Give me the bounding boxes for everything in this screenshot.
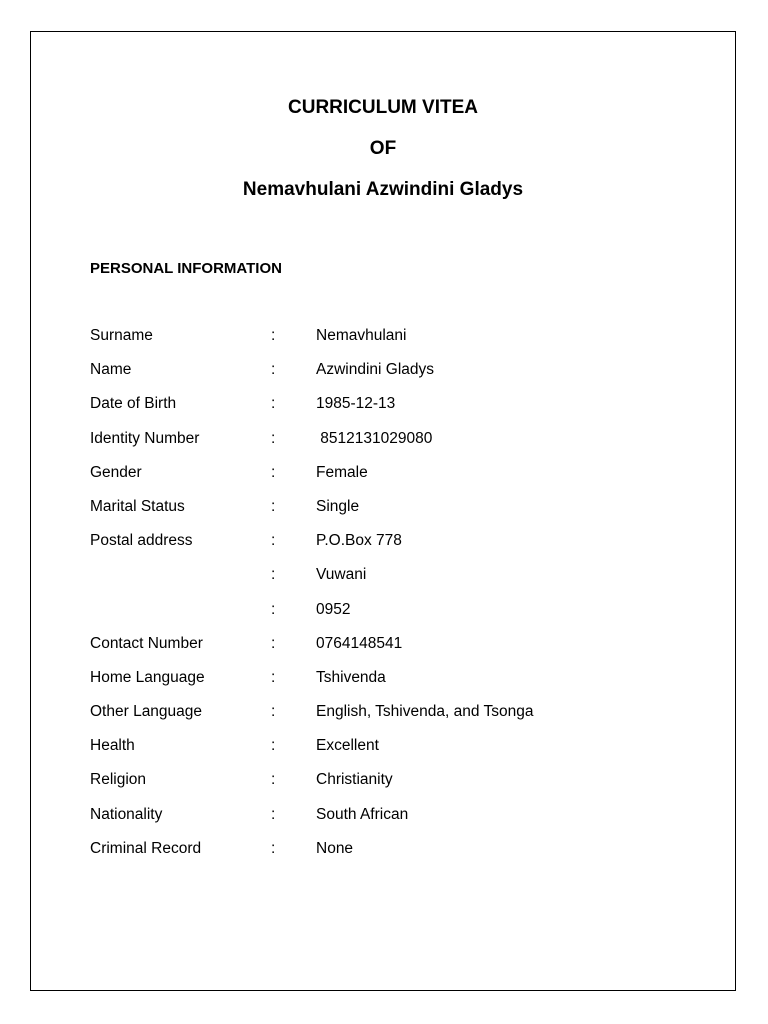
info-row-gender — [90, 463, 690, 497]
info-label: Marital Status — [90, 497, 185, 515]
info-value: Excellent — [316, 737, 379, 755]
info-separator: : — [271, 634, 276, 652]
info-row-surname — [90, 326, 690, 360]
info-label: Nationality — [90, 805, 163, 823]
info-row-marital-status — [90, 497, 690, 531]
info-separator: : — [271, 668, 276, 686]
info-value: Single — [316, 497, 360, 515]
info-value: 0764148541 — [316, 634, 403, 652]
info-value: None — [316, 839, 354, 857]
info-value: English, Tshivenda, and Tsonga — [316, 703, 534, 721]
info-separator: : — [271, 327, 276, 344]
info-value: 1985-12-13 — [316, 395, 396, 413]
info-separator: : — [271, 532, 276, 550]
info-value: P.O.Box 778 — [316, 532, 402, 550]
info-separator: : — [271, 600, 276, 618]
info-value: South African — [316, 805, 409, 823]
info-separator: : — [271, 361, 276, 379]
info-row-name — [90, 360, 690, 394]
info-value: Christianity — [316, 771, 393, 789]
info-separator: : — [271, 497, 276, 515]
info-row-contact-number — [90, 634, 690, 668]
info-row-postal-address-code — [90, 600, 690, 634]
info-row-criminal-record — [90, 839, 690, 873]
info-separator: : — [271, 429, 276, 447]
document-page — [30, 31, 736, 991]
info-value: Tshivenda — [316, 668, 386, 686]
info-label: Criminal Record — [90, 839, 202, 857]
document-title: CURRICULUM VITEA — [288, 97, 478, 118]
info-label: Gender — [90, 463, 142, 481]
info-separator: : — [271, 771, 276, 789]
info-row-postal-address — [90, 531, 690, 565]
info-separator: : — [271, 839, 276, 857]
info-label: Religion — [90, 771, 147, 789]
info-row-postal-address-town — [90, 565, 690, 599]
info-label: Name — [90, 361, 132, 379]
info-value: Female — [316, 463, 368, 481]
info-label: Home Language — [90, 668, 205, 686]
info-row-nationality — [90, 805, 690, 839]
info-value: Azwindini Gladys — [316, 361, 435, 379]
info-value: 0952 — [316, 600, 351, 618]
section-heading-personal-information: PERSONAL INFORMATION — [90, 260, 282, 277]
info-separator: : — [271, 566, 276, 584]
info-separator: : — [271, 463, 276, 481]
info-separator: : — [271, 395, 276, 413]
info-value: 8512131029080 — [316, 429, 433, 447]
info-label: Health — [90, 737, 135, 755]
info-label: Surname — [90, 327, 153, 344]
info-separator: : — [271, 737, 276, 755]
info-label: Other Language — [90, 703, 203, 721]
info-row-other-language — [90, 702, 690, 736]
info-label: Date of Birth — [90, 395, 177, 413]
info-row-date-of-birth — [90, 394, 690, 428]
info-separator: : — [271, 703, 276, 721]
info-row-home-language — [90, 668, 690, 702]
document-owner-name: Nemavhulani Azwindini Gladys — [242, 179, 524, 200]
info-label: Identity Number — [90, 429, 200, 447]
info-label: Postal address — [90, 532, 193, 550]
info-value: Nemavhulani — [316, 327, 407, 344]
info-row-identity-number — [90, 429, 690, 463]
info-separator: : — [271, 805, 276, 823]
info-row-health — [90, 736, 690, 770]
info-label: Contact Number — [90, 634, 203, 652]
document-title-of: OF — [369, 138, 397, 159]
info-row-religion — [90, 770, 690, 804]
info-value: Vuwani — [316, 566, 367, 584]
personal-information-list — [90, 326, 690, 873]
